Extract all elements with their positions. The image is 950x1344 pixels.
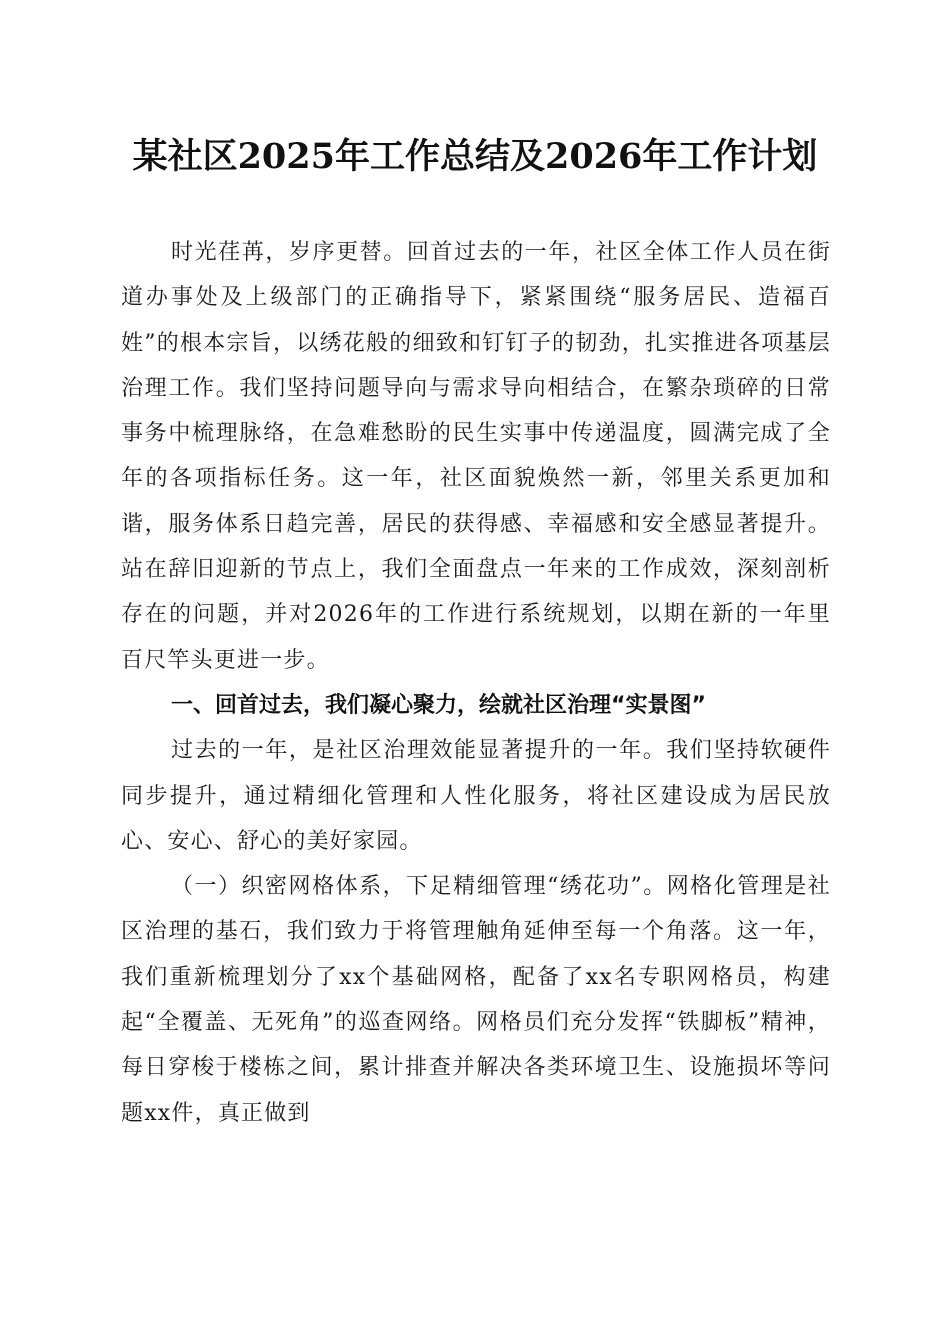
document-title: 某社区2025年工作总结及2026年工作计划 [132, 136, 818, 177]
section-1-heading: 一、回首过去，我们凝心聚力，绘就社区治理“实景图” [171, 692, 706, 718]
section-1-paragraph: 过去的一年，是社区治理效能显著提升的一年。我们坚持软硬件同步提升，通过精细化管理和人性化服务，将社区建设成为居民放心、安心、舒心的美好家园。 [121, 738, 831, 854]
document-body [121, 230, 831, 1136]
subsection-1-paragraph: （一）织密网格体系，下足精细管理“绣花功”。网格化管理是社区治理的基石，我们致力于将管理触角延伸至每一个角落。这一年，我们重新梳理划分了xx个基础网格，配备了xx名专职网格员，构建起“全覆盖、无死角”的巡查网络。网格员们充分发挥“铁脚板”精神，每日穿梭于楼栋之间，累计排查并解决各类环境卫生、设施损坏等问题xx件，真正做到 [121, 874, 831, 1126]
intro-paragraph: 时光荏苒，岁序更替。回首过去的一年，社区全体工作人员在街道办事处及上级部门的正确指导下，紧紧围绕“服务居民、造福百姓”的根本宗旨，以绣花般的细致和钉钉子的韧劲，扎实推进各项基层治理工作。我们坚持问题导向与需求导向相结合，在繁杂琐碎的日常事务中梳理脉络，在急难愁盼的民生实事中传递温度，圆满完成了全年的各项指标任务。这一年，社区面貌焕然一新，邻里关系更加和谐，服务体系日趋完善，居民的获得感、幸福感和安全感显著提升。站在辞旧迎新的节点上，我们全面盘点一年来的工作成效，深刻剖析存在的问题，并对2026年的工作进行系统规划，以期在新的一年里百尺竿头更进一步。 [121, 240, 831, 673]
